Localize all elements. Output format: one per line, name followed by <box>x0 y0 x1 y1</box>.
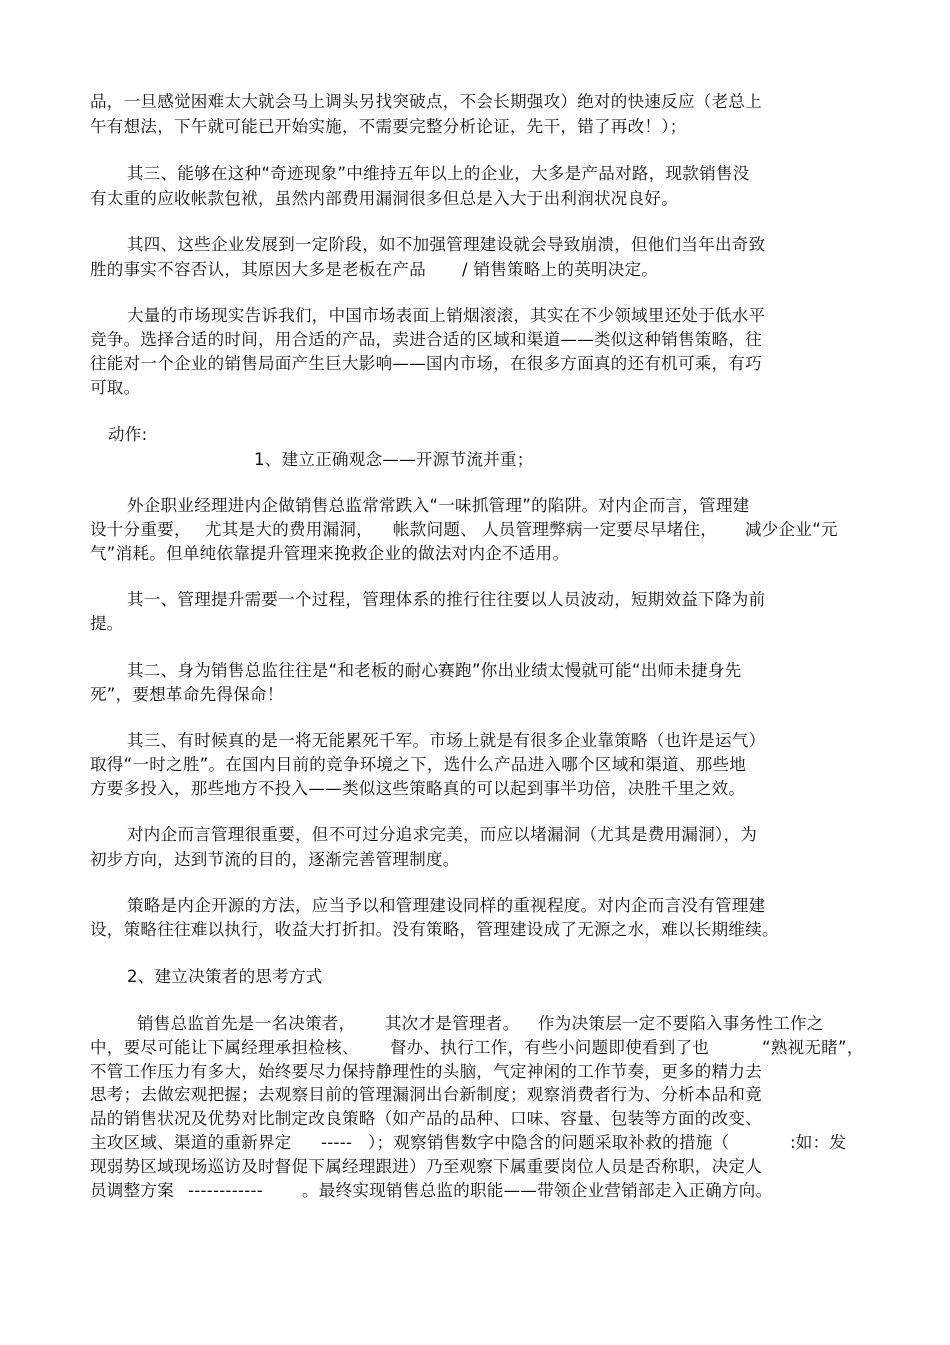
text-line: 其一、管理提升需要一个过程，管理体系的推行往往要以人员波动，短期效益下降为前 <box>127 590 766 609</box>
text-line: 尤其是大的费用漏洞， <box>205 520 373 539</box>
text-line: 大量的市场现实告诉我们，中国市场表面上销烟滚滚，其实在不少领域里还处于低水平 <box>127 306 766 325</box>
text-line: 策略是内企开源的方法，应当予以和管理建设同样的重视程度。对内企而言没有管理建 <box>127 896 766 915</box>
text-line: :如：发 <box>790 1133 847 1152</box>
text-line: 人员管理弊病一定要尽早堵住， <box>482 520 718 539</box>
text-line: 外企职业经理进内企做销售总监常常跌入“一味抓管理”的陷阱。对内企而言，管理建 <box>127 496 750 515</box>
section-label: 动作: <box>108 425 148 444</box>
section-heading: 1、建立正确观念——开源节流并重； <box>254 450 534 469</box>
text-line: 提。 <box>90 614 124 633</box>
text-line: 思考；去做宏观把握；去观察目前的管理漏洞出台新制度；观察消费者行为、分析本品和竟 <box>90 1085 762 1104</box>
text-line: 胜的事实不容否认，其原因大多是老板在产品 <box>90 260 426 279</box>
text-line: 不管工作压力有多大，始终要尽力保持静理性的头脑，气定神闲的工作节奏，更多的精力去 <box>90 1062 762 1081</box>
text-line: 减少企业“元 <box>745 520 838 539</box>
text-line: 死”，要想革命先得保命！ <box>90 685 284 704</box>
text-line: 气”消耗。但单纯依靠提升管理来挽救企业的做法对内企不适用。 <box>90 544 570 563</box>
text-line: ）；观察销售数字中隐含的问题采取补救的措施（ <box>368 1133 730 1152</box>
text-line: 取得“一时之胜”。在国内目前的竞争环境之下，选什么产品进入哪个区域和渠道、那些地 <box>90 755 747 774</box>
text-line: 设，策略往往难以执行，收益大打折扣。没有策略，管理建设成了无源之水，难以长期维续。 <box>90 920 779 939</box>
text-line: 可取。 <box>90 378 141 397</box>
text-line: ----- <box>321 1133 353 1152</box>
text-line: 主攻区域、渠道的重新界定 <box>90 1133 292 1152</box>
text-line: 其四、这些企业发展到一定阶段，如不加强管理建设就会导致崩溃，但他们当年出奇致 <box>127 235 766 254</box>
text-line: 品的销售状况及优势对比制定改良策略（如产品的品种、口味、容量、包装等方面的改变、 <box>90 1109 762 1128</box>
text-line: 帐款问题、 <box>393 520 477 539</box>
text-line: 其三、能够在这种“奇迹现象”中维持五年以上的企业，大多是产品对路，现款销售没 <box>127 164 750 183</box>
text-line: 初步方向，达到节流的目的，逐渐完善管理制度。 <box>90 850 460 869</box>
text-line: 中，要尽可能让下属经理承担检核、 <box>90 1038 359 1057</box>
text-line: 督办、执行工作，有些小问题即使看到了也 <box>390 1038 710 1057</box>
section-heading: 2、建立决策者的思考方式 <box>127 967 323 986</box>
text-line: 销售总监首先是一名决策者， <box>137 1014 356 1033</box>
text-line: 设十分重要， <box>90 520 191 539</box>
text-line: 午有想法，下午就可能已开始实施，不需要完整分析论证，先干，错了再改！）； <box>90 117 687 136</box>
text-line: 品，一旦感觉困难太大就会马上调头另找突破点，不会长期强攻）绝对的快速反应（老总上 <box>90 92 762 111</box>
text-line: 员调整方案 <box>90 1181 174 1200</box>
text-line: 方要多投入，那些地方不投入——类似这些策略真的可以起到事半功倍，决胜千里之效。 <box>90 779 746 798</box>
text-line: 对内企而言管理很重要，但不可过分追求完美，而应以堵漏洞（尤其是费用漏洞），为 <box>127 825 758 844</box>
text-line: 现弱势区域现场巡访及时督促下属经理跟进）乃至观察下属重要岗位人员是否称职，决定人 <box>90 1157 762 1176</box>
text-line: “熟视无睹”， <box>762 1038 864 1057</box>
text-line: / 销售策略上的英明决定。 <box>462 260 659 279</box>
text-line: 其三、有时候真的是一将无能累死千军。市场上就是有很多企业靠策略（也许是运气） <box>127 731 766 750</box>
text-line: 往能对一个企业的销售局面产生巨大影响——国内市场，在很多方面真的还有机可乘，有巧 <box>90 354 762 373</box>
text-line: ------------ <box>188 1181 264 1200</box>
text-line: 其次才是管理者。 <box>385 1014 520 1033</box>
text-line: 作为决策层一定不要陷入事务性工作之 <box>538 1014 824 1033</box>
text-line: 竞争。选择合适的时间，用合适的产品，卖进合适的区域和渠道——类似这种销售策略，往 <box>90 330 762 349</box>
text-line: 。最终实现销售总监的职能——带领企业营销部走入正确方向。 <box>302 1181 773 1200</box>
text-line: 其二、身为销售总监往往是“和老板的耐心赛跑”你出业绩太慢就可能“出师未捷身先 <box>127 661 742 680</box>
text-line: 有太重的应收帐款包袱，虽然内部费用漏洞很多但总是入大于出利润状况良好。 <box>90 189 678 208</box>
